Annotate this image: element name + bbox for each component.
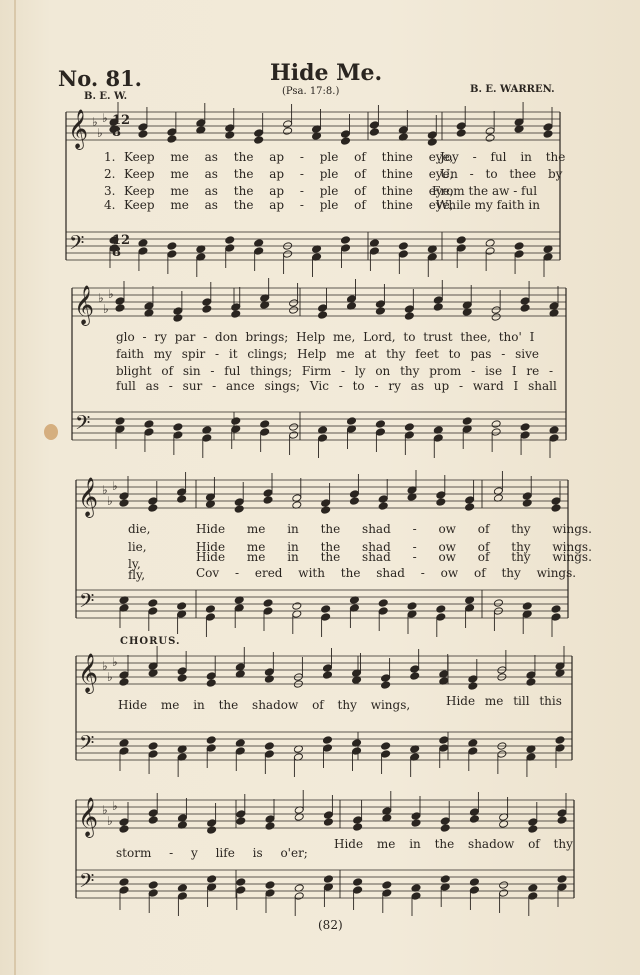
- notehead: [148, 750, 158, 759]
- notehead: [353, 878, 363, 887]
- notehead: [440, 824, 450, 833]
- notehead: [543, 123, 553, 132]
- time-signature: 8: [112, 125, 122, 140]
- notehead: [346, 417, 356, 426]
- notehead: [340, 236, 350, 245]
- notehead: [177, 667, 187, 676]
- verse-3-line-2: blight of sin - ful things; Firm - ly on thy prom - ise I re -: [116, 364, 554, 378]
- notehead: [468, 747, 478, 756]
- notehead: [206, 672, 216, 681]
- verse-2-number: 2.: [104, 167, 116, 181]
- notehead: [321, 605, 331, 614]
- notehead: [439, 744, 449, 753]
- notehead: [340, 137, 350, 146]
- notehead: [148, 809, 158, 818]
- notehead: [264, 675, 274, 684]
- verse-2-line-1: Keep me as the ap - ple of thine eye,: [124, 167, 454, 181]
- notehead: [497, 750, 507, 759]
- verse-1-line-3-start: die,: [128, 522, 151, 536]
- notehead: [260, 420, 270, 429]
- notehead: [206, 679, 216, 688]
- notehead: [465, 496, 475, 505]
- notehead: [263, 607, 273, 616]
- flat-sign: ♭: [102, 803, 108, 817]
- verse-3-line-1-end: From the aw - ful: [432, 184, 538, 198]
- notehead: [167, 242, 177, 251]
- time-signature: 12: [112, 233, 131, 248]
- flat-sign: ♭: [108, 287, 114, 301]
- notehead: [119, 671, 129, 680]
- notehead: [167, 250, 177, 259]
- notehead: [456, 122, 466, 131]
- notehead: [283, 120, 293, 129]
- notehead: [202, 298, 212, 307]
- notehead: [491, 428, 501, 437]
- notehead: [205, 613, 215, 622]
- notehead: [378, 599, 388, 608]
- notehead: [469, 815, 479, 824]
- notehead: [468, 682, 478, 691]
- notehead: [543, 130, 553, 139]
- notehead: [206, 736, 216, 745]
- notehead: [352, 747, 362, 756]
- notehead: [353, 823, 363, 832]
- verse-4-line-1-end: While my faith in: [436, 198, 540, 212]
- notehead: [236, 886, 246, 895]
- notehead: [323, 818, 333, 827]
- notehead: [236, 810, 246, 819]
- notehead: [119, 886, 129, 895]
- notehead: [119, 678, 129, 687]
- notehead: [491, 306, 501, 315]
- notehead: [382, 889, 392, 898]
- flat-sign: ♭: [103, 302, 109, 316]
- notehead: [433, 296, 443, 305]
- bass-clef: 𝄢: [69, 231, 85, 259]
- notehead: [207, 826, 217, 835]
- verse-2-line-3-end: Hide me in the shad - ow of thy wings.: [196, 540, 592, 554]
- notehead: [119, 747, 129, 756]
- notehead: [283, 250, 293, 259]
- hymn-title: Hide Me.: [270, 60, 383, 86]
- notehead: [427, 138, 437, 147]
- notehead: [349, 490, 359, 499]
- notehead: [173, 431, 183, 440]
- flat-sign: ♭: [98, 291, 104, 305]
- treble-clef: 𝄞: [74, 285, 95, 325]
- notehead: [514, 250, 524, 259]
- notehead: [528, 818, 538, 827]
- notehead: [551, 605, 561, 614]
- notehead: [263, 489, 273, 498]
- notehead: [353, 816, 363, 825]
- notehead: [115, 297, 125, 306]
- notehead: [407, 602, 417, 611]
- notehead: [439, 736, 449, 745]
- notehead: [321, 506, 331, 515]
- notehead: [119, 499, 129, 508]
- notehead: [411, 892, 421, 901]
- notehead: [119, 878, 129, 887]
- notehead: [456, 129, 466, 138]
- notehead: [378, 502, 388, 511]
- notehead: [462, 417, 472, 426]
- notehead: [177, 495, 187, 504]
- bass-clef: 𝄢: [75, 411, 91, 439]
- notehead: [456, 244, 466, 253]
- flat-sign: ♭: [102, 659, 108, 673]
- notehead: [321, 613, 331, 622]
- notehead: [436, 605, 446, 614]
- notehead: [349, 497, 359, 506]
- notehead: [381, 674, 391, 683]
- notehead: [404, 305, 414, 314]
- notehead: [294, 892, 304, 901]
- flat-sign: ♭: [107, 670, 113, 684]
- notehead: [522, 499, 532, 508]
- notehead: [436, 491, 446, 500]
- notehead: [177, 488, 187, 497]
- verse-2-line-1-end: Un - to thee by: [440, 167, 563, 181]
- notehead: [557, 875, 567, 884]
- notehead: [138, 247, 148, 256]
- verse-4-line-3-start: fly,: [128, 568, 146, 582]
- notehead: [404, 423, 414, 432]
- notehead: [398, 242, 408, 251]
- notehead: [283, 127, 293, 136]
- notehead: [456, 236, 466, 245]
- verse-3-number: 3.: [104, 184, 116, 198]
- notehead: [173, 314, 183, 323]
- notehead: [440, 817, 450, 826]
- chorus-line-1: Hide me in the shadow of thy wings,: [118, 698, 411, 712]
- notehead: [231, 417, 241, 426]
- notehead: [225, 124, 235, 133]
- notehead: [318, 434, 328, 443]
- notehead: [207, 819, 217, 828]
- notehead: [485, 247, 495, 256]
- page-number: (82): [318, 918, 343, 932]
- notehead: [167, 135, 177, 144]
- notehead: [202, 305, 212, 314]
- chorus-line-2: storm - y life is o'er;: [116, 846, 308, 860]
- bass-clef: 𝄢: [79, 589, 95, 617]
- flat-sign: ♭: [102, 483, 108, 497]
- notehead: [167, 128, 177, 137]
- notehead: [378, 607, 388, 616]
- notehead: [225, 131, 235, 140]
- verse-2-line-3-start: lie,: [128, 540, 147, 554]
- notehead: [520, 304, 530, 313]
- notehead: [115, 304, 125, 313]
- notehead: [381, 742, 391, 751]
- notehead: [207, 875, 217, 884]
- notehead: [520, 431, 530, 440]
- notehead: [433, 303, 443, 312]
- chorus-line-1-end: Hide me till this: [446, 694, 562, 708]
- notehead: [522, 602, 532, 611]
- notehead: [499, 881, 509, 890]
- verse-1-line-1: Keep me as the ap - ple of thine eye,: [124, 150, 454, 164]
- verse-2-line-2: faith my spir - it clings; Help me at thy feet to pas - sive: [116, 347, 539, 361]
- notehead: [138, 130, 148, 139]
- notehead: [148, 816, 158, 825]
- notehead: [144, 420, 154, 429]
- notehead: [369, 121, 379, 130]
- notehead: [411, 819, 421, 828]
- notehead: [410, 665, 420, 674]
- notehead: [528, 892, 538, 901]
- notehead: [551, 613, 561, 622]
- notehead: [254, 247, 264, 256]
- notehead: [433, 434, 443, 443]
- chorus-label: CHORUS.: [120, 636, 181, 647]
- flat-sign: ♭: [107, 814, 113, 828]
- notehead: [322, 736, 332, 745]
- notehead: [318, 311, 328, 320]
- notehead: [289, 431, 299, 440]
- notehead: [225, 236, 235, 245]
- notehead: [469, 886, 479, 895]
- notehead: [410, 672, 420, 681]
- notehead: [375, 420, 385, 429]
- chorus-line-2-end: Hide me in the shadow of thy: [334, 837, 573, 851]
- flat-sign: ♭: [112, 799, 118, 813]
- notehead: [148, 742, 158, 751]
- flat-sign: ♭: [107, 494, 113, 508]
- notehead: [119, 818, 129, 827]
- notehead: [148, 881, 158, 890]
- notehead: [263, 496, 273, 505]
- notehead: [264, 668, 274, 677]
- notehead: [436, 498, 446, 507]
- notehead: [289, 306, 299, 315]
- notehead: [322, 744, 332, 753]
- notehead: [555, 736, 565, 745]
- composer-credit: B. E. WARREN.: [470, 84, 555, 95]
- notehead: [231, 310, 241, 319]
- notehead: [119, 825, 129, 834]
- verse-3-line-1: Keep me as the ap - ple of thine eye,: [124, 184, 454, 198]
- notehead: [340, 244, 350, 253]
- notehead: [551, 504, 561, 513]
- flat-sign: ♭: [92, 115, 98, 129]
- notehead: [173, 307, 183, 316]
- notehead: [528, 825, 538, 834]
- notehead: [340, 130, 350, 139]
- verse-1-line-1-end: Joy - ful in the: [440, 150, 566, 164]
- notehead: [404, 312, 414, 321]
- verse-3-line-3-start: ly,: [128, 557, 141, 571]
- notehead: [254, 136, 264, 145]
- notehead: [148, 607, 158, 616]
- verse-4-line-1: Keep me as the ap - ple of thine eye,: [124, 198, 454, 212]
- notehead: [369, 247, 379, 256]
- notehead: [236, 817, 246, 826]
- notehead: [514, 242, 524, 251]
- notehead: [177, 602, 187, 611]
- lyricist-credit: B. E. W.: [84, 91, 128, 102]
- notehead: [322, 664, 332, 673]
- notehead: [526, 671, 536, 680]
- notehead: [206, 744, 216, 753]
- notehead: [148, 599, 158, 608]
- notehead: [557, 809, 567, 818]
- treble-clef: 𝄞: [68, 109, 89, 149]
- notehead: [254, 129, 264, 138]
- notehead: [427, 131, 437, 140]
- notehead: [318, 304, 328, 313]
- treble-clef: 𝄞: [78, 477, 99, 517]
- bass-clef: 𝄢: [79, 731, 95, 759]
- notehead: [148, 889, 158, 898]
- notehead: [404, 431, 414, 440]
- notehead: [468, 675, 478, 684]
- notehead: [205, 605, 215, 614]
- notehead: [520, 297, 530, 306]
- notehead: [485, 134, 495, 143]
- notehead: [369, 128, 379, 137]
- flat-sign: ♭: [112, 479, 118, 493]
- notehead: [322, 671, 332, 680]
- notehead: [549, 434, 559, 443]
- notehead: [202, 434, 212, 443]
- notehead: [522, 492, 532, 501]
- notehead: [469, 808, 479, 817]
- hymn-number: No. 81.: [58, 66, 142, 91]
- notehead: [144, 428, 154, 437]
- verse-1-line-3-end: Hide me in the shad - ow of thy wings.: [196, 522, 592, 536]
- treble-clef: 𝄞: [78, 797, 99, 837]
- notehead: [398, 250, 408, 259]
- notehead: [499, 889, 509, 898]
- notehead: [263, 599, 273, 608]
- notehead: [323, 875, 333, 884]
- notehead: [557, 816, 567, 825]
- notehead: [323, 811, 333, 820]
- notehead: [353, 886, 363, 895]
- verse-4-line-3-end: Cov - ered with the shad - ow of thy wings.: [196, 566, 577, 580]
- notehead: [491, 420, 501, 429]
- notehead: [225, 244, 235, 253]
- notehead: [289, 423, 299, 432]
- verse-4-line-2: full as - sur - ance sings; Vic - to - ry as up - ward I shall: [116, 379, 557, 393]
- verse-3-line-3-end: Hide me in the shad - ow of thy wings.: [196, 550, 592, 564]
- notehead: [292, 602, 302, 611]
- notehead: [520, 423, 530, 432]
- notehead: [491, 313, 501, 322]
- notehead: [234, 505, 244, 514]
- notehead: [265, 889, 275, 898]
- notehead: [440, 875, 450, 884]
- notehead: [382, 881, 392, 890]
- notehead: [321, 499, 331, 508]
- flat-sign: ♭: [112, 655, 118, 669]
- notehead: [234, 498, 244, 507]
- notehead: [260, 428, 270, 437]
- notehead: [264, 750, 274, 759]
- notehead: [411, 812, 421, 821]
- notehead: [177, 892, 187, 901]
- notehead: [265, 822, 275, 831]
- notehead: [381, 681, 391, 690]
- notehead: [493, 599, 503, 608]
- notehead: [485, 127, 495, 136]
- flat-sign: ♭: [97, 126, 103, 140]
- notehead: [375, 307, 385, 316]
- time-signature: 12: [112, 113, 131, 128]
- bass-clef: 𝄢: [79, 869, 95, 897]
- notehead: [264, 742, 274, 751]
- notehead: [436, 613, 446, 622]
- notehead: [265, 881, 275, 890]
- verse-4-number: 4.: [104, 198, 116, 212]
- notehead: [236, 878, 246, 887]
- notehead: [465, 503, 475, 512]
- notehead: [551, 497, 561, 506]
- notehead: [115, 417, 125, 426]
- notehead: [555, 744, 565, 753]
- notehead: [119, 492, 129, 501]
- notehead: [265, 815, 275, 824]
- notehead: [235, 747, 245, 756]
- notehead: [148, 497, 158, 506]
- notehead: [231, 303, 241, 312]
- notehead: [289, 299, 299, 308]
- flat-sign: ♭: [102, 111, 108, 125]
- notehead: [381, 750, 391, 759]
- notehead: [148, 504, 158, 513]
- time-signature: 8: [112, 245, 122, 260]
- verse-1-number: 1.: [104, 150, 116, 164]
- notehead: [378, 495, 388, 504]
- notehead: [526, 678, 536, 687]
- notehead: [375, 428, 385, 437]
- notehead: [375, 300, 385, 309]
- notehead: [177, 674, 187, 683]
- notehead: [469, 878, 479, 887]
- treble-clef: 𝄞: [78, 653, 99, 693]
- notehead: [138, 123, 148, 132]
- verse-1-line-2: glo - ry par - don brings; Help me, Lord, to trust thee, tho' I: [116, 330, 535, 344]
- notehead: [173, 423, 183, 432]
- scripture-reference: (Psa. 17:8.): [282, 86, 340, 97]
